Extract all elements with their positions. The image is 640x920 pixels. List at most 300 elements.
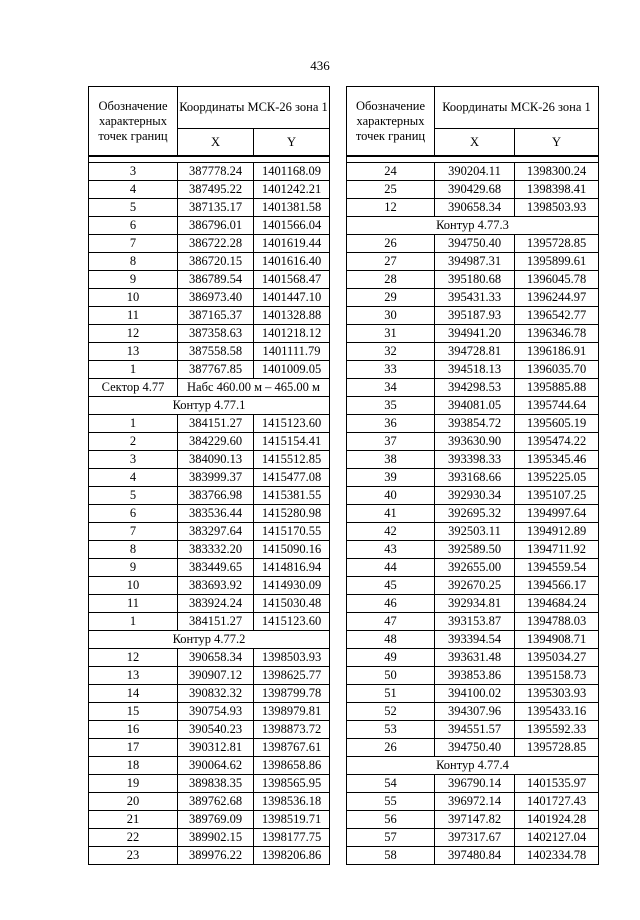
coord-x: 392589.50 <box>435 541 515 559</box>
coord-y: 1414816.94 <box>254 559 330 577</box>
table-row <box>347 631 599 649</box>
point-id: 3 <box>89 451 178 469</box>
coord-x: 390429.68 <box>435 181 515 199</box>
point-id: 2 <box>89 433 178 451</box>
point-id: 42 <box>347 523 435 541</box>
coord-y: 1415123.60 <box>254 415 330 433</box>
coord-y: 1394997.64 <box>515 505 599 523</box>
contour-header-row <box>89 631 330 649</box>
contour-title: Контур 4.77.4 <box>347 757 599 775</box>
point-id: 12 <box>89 649 178 667</box>
coord-y: 1401727.43 <box>515 793 599 811</box>
point-id: 18 <box>89 757 178 775</box>
table-row <box>89 541 330 559</box>
point-id: 12 <box>347 199 435 217</box>
table-row <box>347 703 599 721</box>
coord-y: 1394559.54 <box>515 559 599 577</box>
table-row <box>347 721 599 739</box>
coord-y: 1396045.78 <box>515 271 599 289</box>
coord-x: 392695.32 <box>435 505 515 523</box>
table-row <box>89 739 330 757</box>
coord-y: 1401566.04 <box>254 217 330 235</box>
table-row <box>347 469 599 487</box>
point-id: 44 <box>347 559 435 577</box>
coord-y: 1401535.97 <box>515 775 599 793</box>
coord-x: 393853.86 <box>435 667 515 685</box>
coord-y: 1398536.18 <box>254 793 330 811</box>
table-row <box>89 361 330 379</box>
point-id: 6 <box>89 217 178 235</box>
table-row <box>347 577 599 595</box>
coord-x: 386789.54 <box>178 271 254 289</box>
coord-x: 394728.81 <box>435 343 515 361</box>
table-row <box>89 793 330 811</box>
point-id: 27 <box>347 253 435 271</box>
point-id: 43 <box>347 541 435 559</box>
table-row <box>347 199 599 217</box>
point-id: 26 <box>347 235 435 253</box>
point-id: 31 <box>347 325 435 343</box>
coord-y: 1395605.19 <box>515 415 599 433</box>
table-row <box>89 649 330 667</box>
table-body-right <box>347 163 599 865</box>
point-id: 53 <box>347 721 435 739</box>
coord-x: 393630.90 <box>435 433 515 451</box>
coord-x: 397480.84 <box>435 847 515 865</box>
table-row <box>347 523 599 541</box>
point-id: 7 <box>89 523 178 541</box>
coord-y: 1394566.17 <box>515 577 599 595</box>
table-row <box>89 523 330 541</box>
header-y: Y <box>515 129 599 157</box>
point-id: 10 <box>89 289 178 307</box>
coord-y: 1398767.61 <box>254 739 330 757</box>
table-row <box>89 253 330 271</box>
point-id: 8 <box>89 541 178 559</box>
coord-y: 1394684.24 <box>515 595 599 613</box>
coord-y: 1395474.22 <box>515 433 599 451</box>
table-row <box>347 649 599 667</box>
table-body-left <box>89 163 330 865</box>
table-row <box>347 307 599 325</box>
table-row <box>89 685 330 703</box>
table-row <box>89 289 330 307</box>
coord-y: 1398873.72 <box>254 721 330 739</box>
point-id: 24 <box>347 163 435 181</box>
coord-x: 394987.31 <box>435 253 515 271</box>
coord-x: 383449.65 <box>178 559 254 577</box>
point-id: 16 <box>89 721 178 739</box>
point-id: 12 <box>89 325 178 343</box>
coord-y: 1415123.60 <box>254 613 330 631</box>
coord-x: 386796.01 <box>178 217 254 235</box>
coord-y: 1398979.81 <box>254 703 330 721</box>
coord-y: 1395303.93 <box>515 685 599 703</box>
coord-x: 390658.34 <box>435 199 515 217</box>
table-row <box>89 235 330 253</box>
table-row <box>89 847 330 865</box>
coord-y: 1401568.47 <box>254 271 330 289</box>
coord-x: 383297.64 <box>178 523 254 541</box>
table-row <box>347 289 599 307</box>
table-row <box>89 559 330 577</box>
coord-x: 386720.15 <box>178 253 254 271</box>
coord-y: 1398658.86 <box>254 757 330 775</box>
point-id: 38 <box>347 451 435 469</box>
point-id: 26 <box>347 739 435 757</box>
table-row <box>89 325 330 343</box>
point-id: 39 <box>347 469 435 487</box>
point-id: 55 <box>347 793 435 811</box>
coord-y: 1398300.24 <box>515 163 599 181</box>
point-id: 40 <box>347 487 435 505</box>
table-row <box>89 667 330 685</box>
point-id: 46 <box>347 595 435 613</box>
coord-x: 392930.34 <box>435 487 515 505</box>
coord-x: 393394.54 <box>435 631 515 649</box>
point-id: 1 <box>89 361 178 379</box>
point-id: 56 <box>347 811 435 829</box>
point-id: 1 <box>89 415 178 433</box>
table-row <box>347 739 599 757</box>
point-id: 8 <box>89 253 178 271</box>
point-id: 5 <box>89 199 178 217</box>
table-row <box>89 487 330 505</box>
point-id: 14 <box>89 685 178 703</box>
coord-x: 395180.68 <box>435 271 515 289</box>
coord-y: 1402334.78 <box>515 847 599 865</box>
point-id: 20 <box>89 793 178 811</box>
coord-y: 1401616.40 <box>254 253 330 271</box>
coord-y: 1401924.28 <box>515 811 599 829</box>
header-point-label: Обозначение характерных точек границ <box>89 87 178 157</box>
coord-x: 387358.63 <box>178 325 254 343</box>
coord-y: 1401218.12 <box>254 325 330 343</box>
coord-x: 390754.93 <box>178 703 254 721</box>
coord-x: 383924.24 <box>178 595 254 613</box>
table-row <box>347 253 599 271</box>
coord-x: 390907.12 <box>178 667 254 685</box>
coord-y: 1395225.05 <box>515 469 599 487</box>
table-row <box>347 451 599 469</box>
coord-y: 1395158.73 <box>515 667 599 685</box>
point-id: 54 <box>347 775 435 793</box>
coord-y: 1415154.41 <box>254 433 330 451</box>
coord-y: 1414930.09 <box>254 577 330 595</box>
coord-x: 393398.33 <box>435 451 515 469</box>
point-id: 7 <box>89 235 178 253</box>
point-id: 9 <box>89 559 178 577</box>
table-row <box>347 487 599 505</box>
table-row <box>347 847 599 865</box>
coord-x: 397147.82 <box>435 811 515 829</box>
coord-x: 383999.37 <box>178 469 254 487</box>
coord-x: 389976.22 <box>178 847 254 865</box>
coord-x: 395431.33 <box>435 289 515 307</box>
table-row <box>89 811 330 829</box>
point-id: 22 <box>89 829 178 847</box>
coord-x: 396790.14 <box>435 775 515 793</box>
coord-y: 1398398.41 <box>515 181 599 199</box>
coord-y: 1396186.91 <box>515 343 599 361</box>
contour-title: Контур 4.77.3 <box>347 217 599 235</box>
table-row <box>347 235 599 253</box>
coord-x: 384151.27 <box>178 415 254 433</box>
coord-y: 1394788.03 <box>515 613 599 631</box>
coord-y: 1398565.95 <box>254 775 330 793</box>
contour-title: Контур 4.77.2 <box>89 631 330 649</box>
coord-x: 387558.58 <box>178 343 254 361</box>
point-id: 47 <box>347 613 435 631</box>
point-id: 21 <box>89 811 178 829</box>
coord-y: 1395433.16 <box>515 703 599 721</box>
point-id: 29 <box>347 289 435 307</box>
coord-y: 1415512.85 <box>254 451 330 469</box>
point-id: 11 <box>89 595 178 613</box>
coord-y: 1398519.71 <box>254 811 330 829</box>
table-row <box>347 397 599 415</box>
coord-x: 395187.93 <box>435 307 515 325</box>
coord-y: 1394908.71 <box>515 631 599 649</box>
coord-x: 394750.40 <box>435 235 515 253</box>
header-y: Y <box>254 129 330 157</box>
table-row <box>89 415 330 433</box>
coord-y: 1396346.78 <box>515 325 599 343</box>
coord-y: 1401168.09 <box>254 163 330 181</box>
table-row <box>347 271 599 289</box>
coord-y: 1415170.55 <box>254 523 330 541</box>
coord-y: 1401328.88 <box>254 307 330 325</box>
coord-x: 396972.14 <box>435 793 515 811</box>
coord-y: 1401447.10 <box>254 289 330 307</box>
point-id: 58 <box>347 847 435 865</box>
coord-x: 390312.81 <box>178 739 254 757</box>
table-row <box>347 775 599 793</box>
point-id: 17 <box>89 739 178 757</box>
coord-y: 1415030.48 <box>254 595 330 613</box>
contour-header-row <box>347 217 599 235</box>
table-row <box>89 433 330 451</box>
coord-x: 394518.13 <box>435 361 515 379</box>
coord-x: 383766.98 <box>178 487 254 505</box>
table-row <box>347 811 599 829</box>
table-row <box>347 361 599 379</box>
sector-title: Сектор 4.77 <box>89 379 178 397</box>
coord-x: 393854.72 <box>435 415 515 433</box>
coord-y: 1398177.75 <box>254 829 330 847</box>
coord-y: 1395345.46 <box>515 451 599 469</box>
point-id: 51 <box>347 685 435 703</box>
table-row <box>347 181 599 199</box>
point-id: 34 <box>347 379 435 397</box>
coord-x: 393153.87 <box>435 613 515 631</box>
point-id: 4 <box>89 181 178 199</box>
contour-header-row <box>347 757 599 775</box>
coord-x: 383332.20 <box>178 541 254 559</box>
table-row <box>347 685 599 703</box>
point-id: 28 <box>347 271 435 289</box>
coord-x: 389762.68 <box>178 793 254 811</box>
coord-x: 392934.81 <box>435 595 515 613</box>
table-row <box>89 217 330 235</box>
point-id: 41 <box>347 505 435 523</box>
table-row <box>347 829 599 847</box>
table-row <box>89 613 330 631</box>
point-id: 48 <box>347 631 435 649</box>
table-row <box>89 343 330 361</box>
coord-x: 394307.96 <box>435 703 515 721</box>
coord-x: 390832.32 <box>178 685 254 703</box>
coord-y: 1394711.92 <box>515 541 599 559</box>
table-row <box>347 793 599 811</box>
contour-title: Контур 4.77.1 <box>89 397 330 415</box>
coord-x: 389902.15 <box>178 829 254 847</box>
coord-y: 1401381.58 <box>254 199 330 217</box>
coord-y: 1415477.08 <box>254 469 330 487</box>
table-row <box>347 325 599 343</box>
coord-y: 1401619.44 <box>254 235 330 253</box>
point-id: 4 <box>89 469 178 487</box>
coord-y: 1398503.93 <box>254 649 330 667</box>
point-id: 37 <box>347 433 435 451</box>
coord-y: 1395034.27 <box>515 649 599 667</box>
point-id: 23 <box>89 847 178 865</box>
point-id: 30 <box>347 307 435 325</box>
coordinates-table-left <box>88 86 330 865</box>
table-row <box>347 595 599 613</box>
point-id: 57 <box>347 829 435 847</box>
point-id: 45 <box>347 577 435 595</box>
point-id: 11 <box>89 307 178 325</box>
table-row <box>89 307 330 325</box>
table-row <box>89 595 330 613</box>
table-row <box>89 451 330 469</box>
coord-y: 1398799.78 <box>254 685 330 703</box>
point-id: 19 <box>89 775 178 793</box>
coord-x: 390658.34 <box>178 649 254 667</box>
page-number: 436 <box>310 58 330 73</box>
point-id: 36 <box>347 415 435 433</box>
point-id: 9 <box>89 271 178 289</box>
coord-x: 393631.48 <box>435 649 515 667</box>
table-row <box>347 559 599 577</box>
coord-x: 387767.85 <box>178 361 254 379</box>
coord-x: 392655.00 <box>435 559 515 577</box>
coord-y: 1401009.05 <box>254 361 330 379</box>
coord-x: 390064.62 <box>178 757 254 775</box>
table-row <box>347 433 599 451</box>
point-id: 13 <box>89 667 178 685</box>
coord-x: 383536.44 <box>178 505 254 523</box>
point-id: 49 <box>347 649 435 667</box>
coord-y: 1398206.86 <box>254 847 330 865</box>
table-row <box>89 199 330 217</box>
coord-x: 393168.66 <box>435 469 515 487</box>
coord-y: 1395728.85 <box>515 739 599 757</box>
point-id: 33 <box>347 361 435 379</box>
coord-y: 1398625.77 <box>254 667 330 685</box>
coord-x: 384229.60 <box>178 433 254 451</box>
table-row <box>89 271 330 289</box>
coord-x: 390540.23 <box>178 721 254 739</box>
coordinates-table-right <box>346 86 599 865</box>
coord-y: 1395107.25 <box>515 487 599 505</box>
coord-x: 384151.27 <box>178 613 254 631</box>
table-row <box>347 505 599 523</box>
coord-x: 387495.22 <box>178 181 254 199</box>
coord-x: 387135.17 <box>178 199 254 217</box>
coord-x: 386973.40 <box>178 289 254 307</box>
coord-y: 1415280.98 <box>254 505 330 523</box>
table-row <box>89 721 330 739</box>
coord-y: 1395728.85 <box>515 235 599 253</box>
coord-x: 394750.40 <box>435 739 515 757</box>
coord-x: 384090.13 <box>178 451 254 469</box>
coord-x: 387165.37 <box>178 307 254 325</box>
header-x: X <box>178 129 254 157</box>
contour-header-row <box>89 397 330 415</box>
point-id: 25 <box>347 181 435 199</box>
table-row <box>347 163 599 181</box>
coord-y: 1394912.89 <box>515 523 599 541</box>
coord-y: 1396035.70 <box>515 361 599 379</box>
table-row <box>347 667 599 685</box>
point-id: 13 <box>89 343 178 361</box>
coord-y: 1398503.93 <box>515 199 599 217</box>
table-row <box>89 829 330 847</box>
coord-x: 397317.67 <box>435 829 515 847</box>
coord-y: 1396542.77 <box>515 307 599 325</box>
coord-y: 1395744.64 <box>515 397 599 415</box>
table-row <box>347 343 599 361</box>
coord-x: 386722.28 <box>178 235 254 253</box>
coord-x: 394551.57 <box>435 721 515 739</box>
point-id: 5 <box>89 487 178 505</box>
coord-x: 394298.53 <box>435 379 515 397</box>
table-row <box>89 181 330 199</box>
coord-x: 394081.05 <box>435 397 515 415</box>
table-row <box>89 757 330 775</box>
table-row <box>89 703 330 721</box>
point-id: 52 <box>347 703 435 721</box>
header-coordinates: Координаты МСК-26 зона 1 <box>178 87 330 129</box>
header-x: X <box>435 129 515 157</box>
point-id: 1 <box>89 613 178 631</box>
header-point-label: Обозначение характерных точек границ <box>347 87 435 157</box>
coord-y: 1395592.33 <box>515 721 599 739</box>
coord-y: 1395899.61 <box>515 253 599 271</box>
sector-row <box>89 379 330 397</box>
point-id: 10 <box>89 577 178 595</box>
point-id: 50 <box>347 667 435 685</box>
header-coordinates: Координаты МСК-26 зона 1 <box>435 87 599 129</box>
coord-y: 1402127.04 <box>515 829 599 847</box>
coord-x: 383693.92 <box>178 577 254 595</box>
point-id: 15 <box>89 703 178 721</box>
table-row <box>89 577 330 595</box>
coord-y: 1415381.55 <box>254 487 330 505</box>
coord-x: 394100.02 <box>435 685 515 703</box>
coord-x: 392503.11 <box>435 523 515 541</box>
table-row <box>347 415 599 433</box>
coord-x: 389769.09 <box>178 811 254 829</box>
coord-x: 394941.20 <box>435 325 515 343</box>
point-id: 32 <box>347 343 435 361</box>
table-row <box>347 613 599 631</box>
coord-y: 1401111.79 <box>254 343 330 361</box>
coord-y: 1415090.16 <box>254 541 330 559</box>
coord-y: 1396244.97 <box>515 289 599 307</box>
